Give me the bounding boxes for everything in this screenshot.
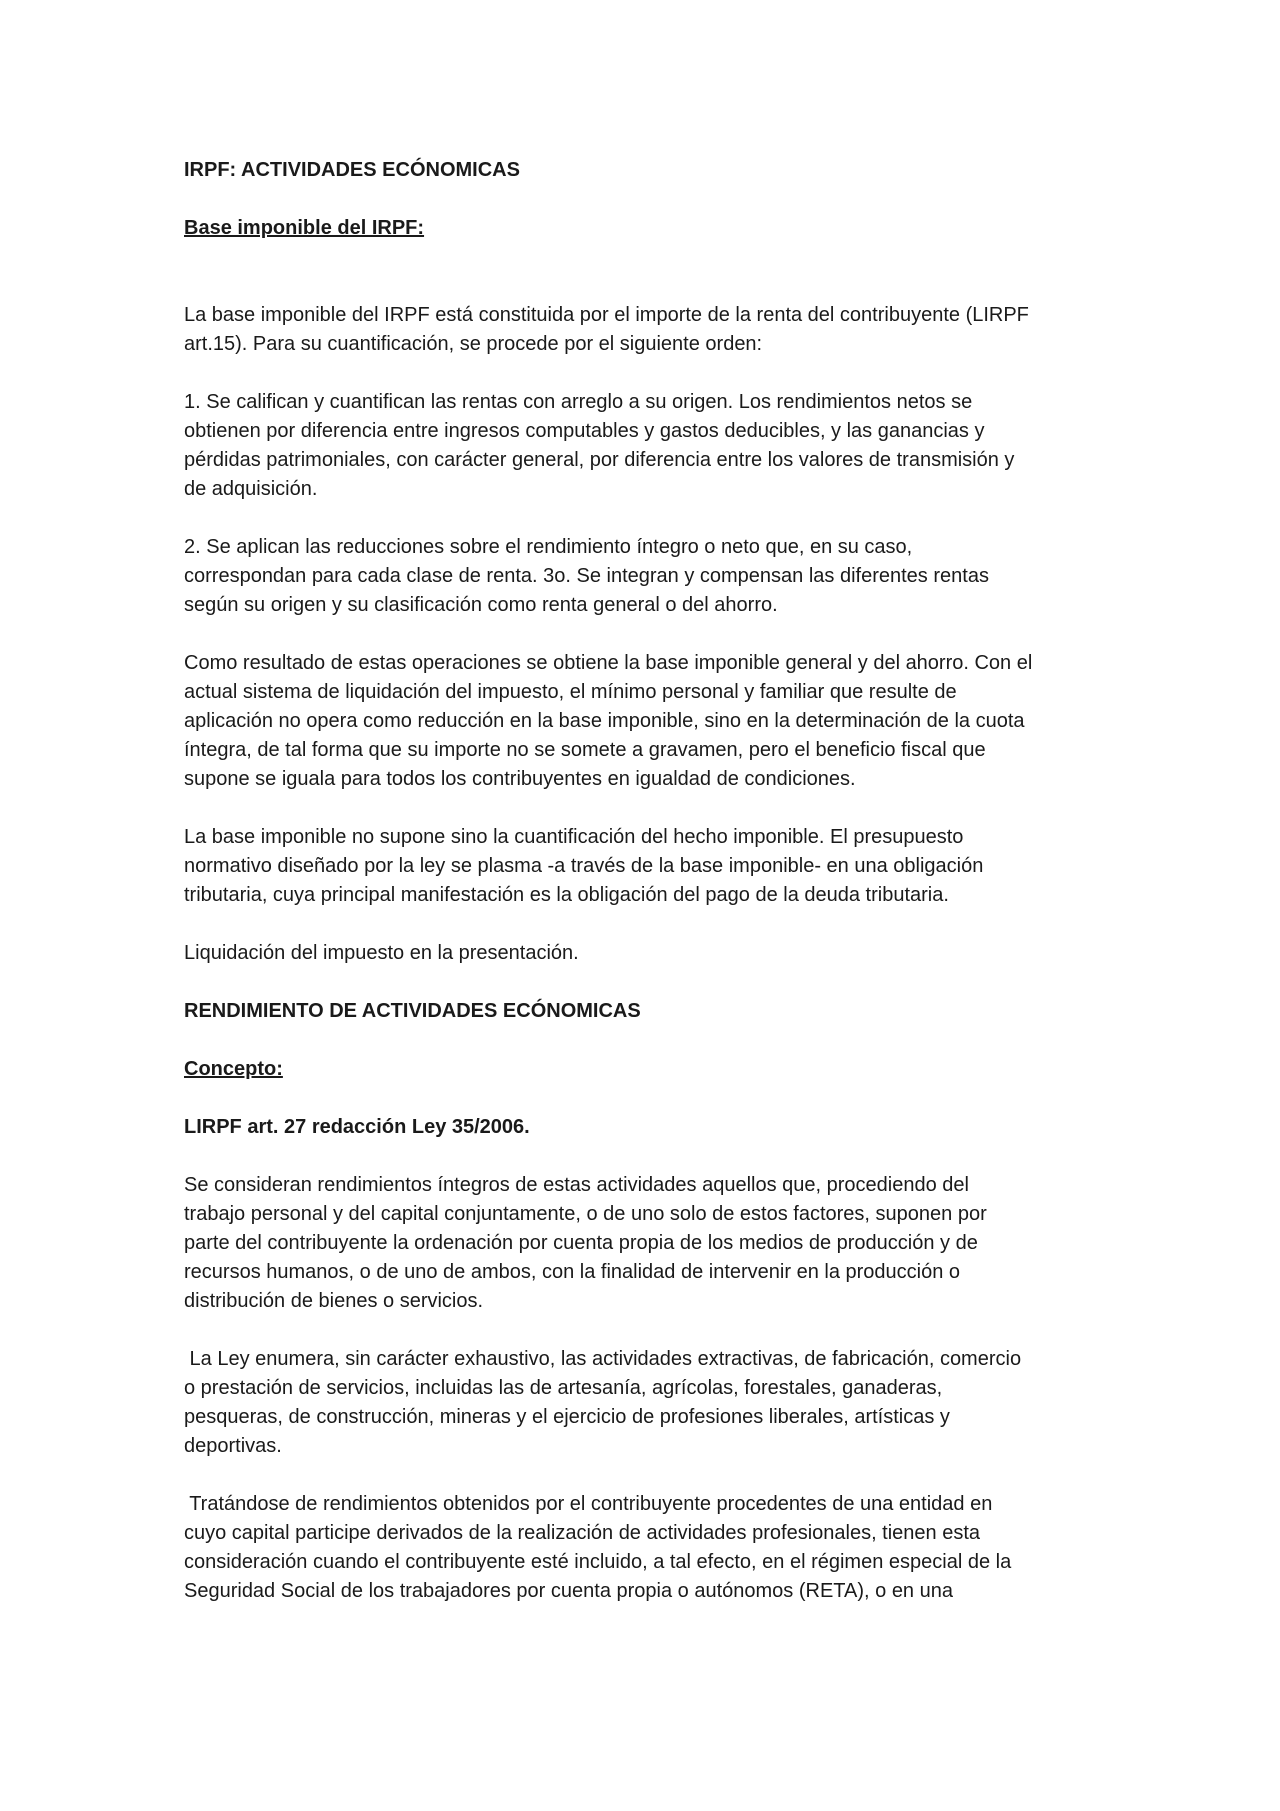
- paragraph-1-line: art.15). Para su cuantificación, se procede por el siguiente orden:: [184, 333, 763, 355]
- paragraph-4-line: actual sistema de liquidación del impuesto, el mínimo personal y familiar que resulte de: [184, 681, 957, 703]
- paragraph-8-line: La Ley enumera, sin carácter exhaustivo, las actividades extractivas, de fabricación, comercio: [184, 1348, 1022, 1370]
- paragraph-7-line: distribución de bienes o servicios.: [184, 1290, 484, 1312]
- paragraph-4-line: supone se iguala para todos los contribuyentes en igualdad de condiciones.: [184, 768, 856, 790]
- paragraph-7-line: Se consideran rendimientos íntegros de estas actividades aquellos que, procediendo del: [184, 1174, 969, 1196]
- paragraph-8-line: deportivas.: [184, 1435, 282, 1457]
- paragraph-7-line: trabajo personal y del capital conjuntamente, o de uno solo de estos factores, suponen por: [184, 1203, 987, 1225]
- paragraph-9-line: Tratándose de rendimientos obtenidos por el contribuyente procedentes de una entidad en: [184, 1493, 993, 1515]
- paragraph-3-line: según su origen y su clasificación como renta general o del ahorro.: [184, 594, 778, 616]
- paragraph-7-line: parte del contribuyente la ordenación por cuenta propia de los medios de producción y de: [184, 1232, 978, 1254]
- paragraph-2: [184, 388, 1104, 504]
- paragraph-8-line: o prestación de servicios, incluidas las de artesanía, agrícolas, forestales, ganaderas,: [184, 1377, 943, 1399]
- paragraph-2-line: 1. Se califican y cuantifican las rentas con arreglo a su origen. Los rendimientos netos se: [184, 391, 973, 413]
- paragraph-7: [184, 1171, 1104, 1316]
- paragraph-2-line: pérdidas patrimoniales, con carácter general, por diferencia entre los valores de transmisión y: [184, 449, 1015, 471]
- paragraph-9-line: consideración cuando el contribuyente esté incluido, a tal efecto, en el régimen especial de la: [184, 1551, 1012, 1573]
- paragraph-9: [184, 1490, 1104, 1606]
- paragraph-5-line: tributaria, cuya principal manifestación es la obligación del pago de la deuda tributaria.: [184, 884, 949, 906]
- paragraph-3: [184, 533, 1104, 620]
- paragraph-7-line: recursos humanos, o de uno de ambos, con la finalidad de intervenir en la producción o: [184, 1261, 961, 1283]
- paragraph-9-line: Seguridad Social de los trabajadores por cuenta propia o autónomos (RETA), o en una: [184, 1580, 953, 1602]
- paragraph-2-line: de adquisición.: [184, 478, 318, 500]
- paragraph-2-line: obtienen por diferencia entre ingresos computables y gastos deducibles, y las ganancias y: [184, 420, 985, 442]
- paragraph-5-line: La base imponible no supone sino la cuantificación del hecho imponible. El presupuesto: [184, 826, 964, 848]
- section-heading-base-imponible: Base imponible del IRPF:: [184, 217, 425, 239]
- paragraph-4-line: íntegra, de tal forma que su importe no se somete a gravamen, pero el beneficio fiscal que: [184, 739, 986, 761]
- paragraph-4-line: aplicación no opera como reducción en la base imponible, sino en la determinación de la cuota: [184, 710, 1025, 732]
- paragraph-6: Liquidación del impuesto en la presentación.: [184, 942, 579, 964]
- paragraph-4: [184, 649, 1104, 794]
- section-heading-rendimiento: RENDIMIENTO DE ACTIVIDADES ECÓNOMICAS: [184, 1000, 641, 1022]
- paragraph-5-line: normativo diseñado por la ley se plasma -a través de la base imponible- en una obligación: [184, 855, 984, 877]
- paragraph-4-line: Como resultado de estas operaciones se obtiene la base imponible general y del ahorro. Con el: [184, 652, 1033, 674]
- paragraph-5: [184, 823, 1104, 910]
- paragraph-3-line: 2. Se aplican las reducciones sobre el rendimiento íntegro o neto que, en su caso,: [184, 536, 913, 558]
- paragraph-1: [184, 301, 1104, 359]
- concept-heading: Concepto:: [184, 1058, 283, 1080]
- paragraph-9-line: cuyo capital participe derivados de la realización de actividades profesionales, tienen esta: [184, 1522, 981, 1544]
- paragraph-1-line: La base imponible del IRPF está constituida por el importe de la renta del contribuyente (LIRPF: [184, 304, 1029, 326]
- document-page: [184, 148, 1104, 1606]
- document-title: IRPF: ACTIVIDADES ECÓNOMICAS: [184, 159, 520, 181]
- paragraph-3-line: correspondan para cada clase de renta. 3o. Se integran y compensan las diferentes rentas: [184, 565, 989, 587]
- law-reference: LIRPF art. 27 redacción Ley 35/2006.: [184, 1116, 530, 1138]
- paragraph-8: [184, 1345, 1104, 1461]
- paragraph-8-line: pesqueras, de construcción, mineras y el ejercicio de profesiones liberales, artísticas y: [184, 1406, 950, 1428]
